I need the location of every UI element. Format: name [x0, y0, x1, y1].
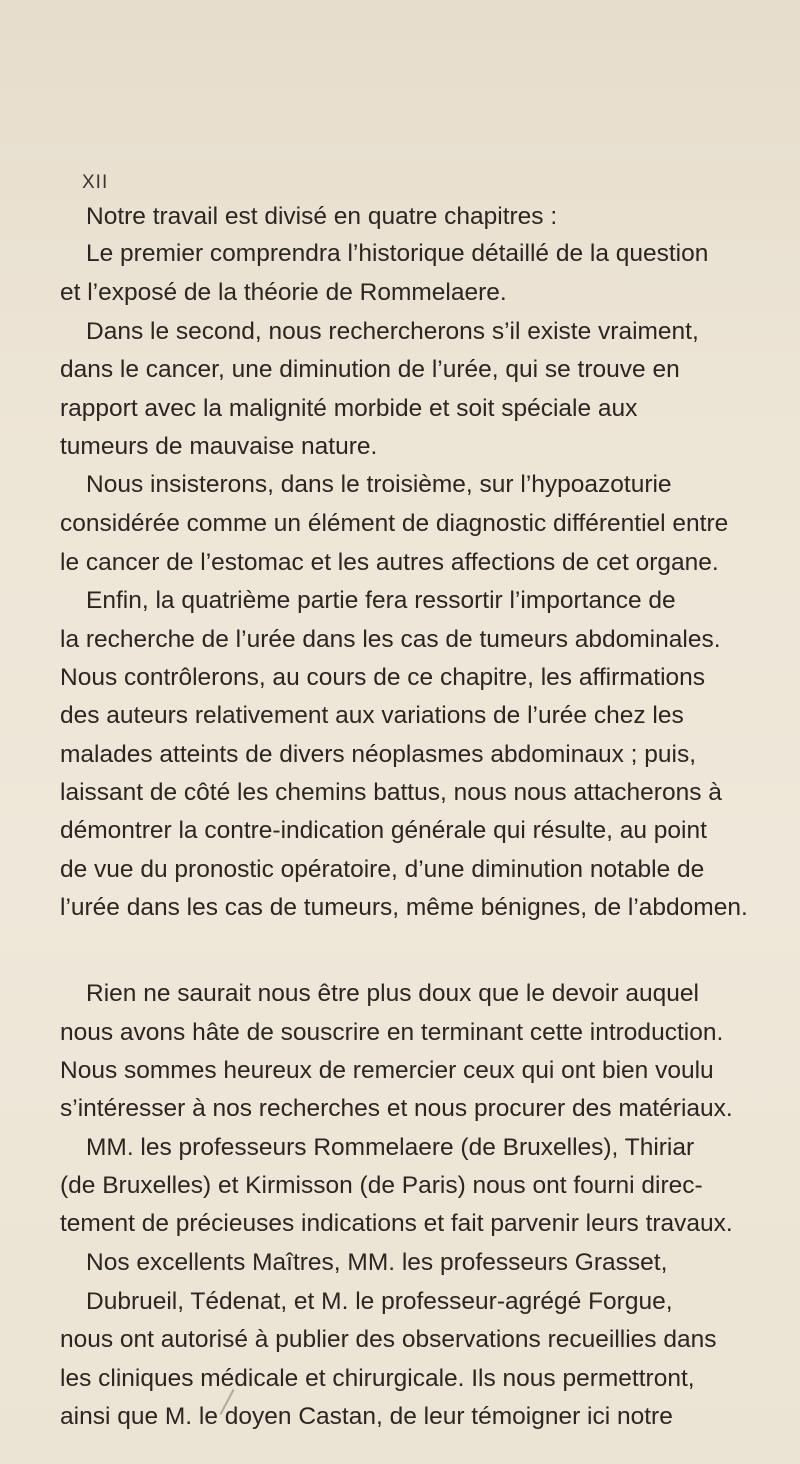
text-line: tement de précieuses indications et fait parvenir leurs travaux. [60, 1210, 733, 1238]
text-line: démontrer la contre-indication générale qui résulte, au point [60, 817, 707, 845]
text-line: les cliniques médicale et chirurgicale. Ils nous permettront, [60, 1364, 695, 1392]
text-line: nous ont autorisé à publier des observations recueillies dans [60, 1326, 717, 1354]
text-line: rapport avec la malignité morbide et soit spéciale aux [60, 394, 638, 422]
text-line: ainsi que M. le doyen Castan, de leur témoigner ici notre [60, 1403, 673, 1430]
text-line: dans le cancer, une diminution de l’urée, qui se trouve en [60, 356, 680, 384]
text-line: Rien ne saurait nous être plus doux que le devoir auquel [86, 980, 699, 1008]
text-line: la recherche de l’urée dans les cas de tumeurs abdominales. [60, 625, 721, 653]
text-line: Nos excellents Maîtres, MM. les professeurs Grasset, [86, 1248, 668, 1276]
text-line: (de Bruxelles) et Kirmisson (de Paris) nous ont fourni direc- [60, 1171, 703, 1199]
text-line: Le premier comprendra l’historique détaillé de la question [86, 240, 709, 268]
text-line: des auteurs relativement aux variations de l’urée chez les [60, 702, 684, 730]
text-line: Dans le second, nous rechercherons s’il existe vraiment, [86, 318, 699, 346]
text-line: de vue du pronostic opératoire, d’une diminution notable de [60, 855, 705, 883]
text-line: Nous insisterons, dans le troisième, sur l’hypoazoturie [86, 471, 672, 499]
text-line: l’urée dans les cas de tumeurs, même bénignes, de l’abdomen. [60, 894, 748, 922]
text-line: MM. les professeurs Rommelaere (de Bruxelles), Thiriar [86, 1133, 695, 1161]
text-line: s’intéresser à nos recherches et nous procurer des matériaux. [60, 1095, 733, 1123]
text-line: Enfin, la quatrième partie fera ressortir l’importance de [86, 587, 676, 615]
text-line: Notre travail est divisé en quatre chapitres : [86, 203, 558, 230]
text-line: Dubrueil, Tédenat, et M. le professeur-agrégé Forgue, [86, 1287, 673, 1315]
page-number: XII [82, 172, 109, 193]
text-line: Nous contrôlerons, au cours de ce chapitre, les affirmations [60, 664, 706, 692]
text-line: et l’exposé de la théorie de Rommelaere. [60, 278, 507, 306]
text-line: laissant de côté les chemins battus, nous nous attacherons à [60, 779, 722, 807]
text-line: tumeurs de mauvaise nature. [60, 433, 378, 461]
text-line: Nous sommes heureux de remercier ceux qui ont bien voulu [60, 1056, 714, 1084]
text-line: considérée comme un élément de diagnostic différentiel entre [60, 509, 729, 537]
text-line: malades atteints de divers néoplasmes abdominaux ; puis, [60, 740, 696, 768]
text-line: le cancer de l’estomac et les autres affections de cet organe. [60, 549, 719, 577]
text-line: nous avons hâte de souscrire en terminant cette introduction. [60, 1018, 724, 1046]
